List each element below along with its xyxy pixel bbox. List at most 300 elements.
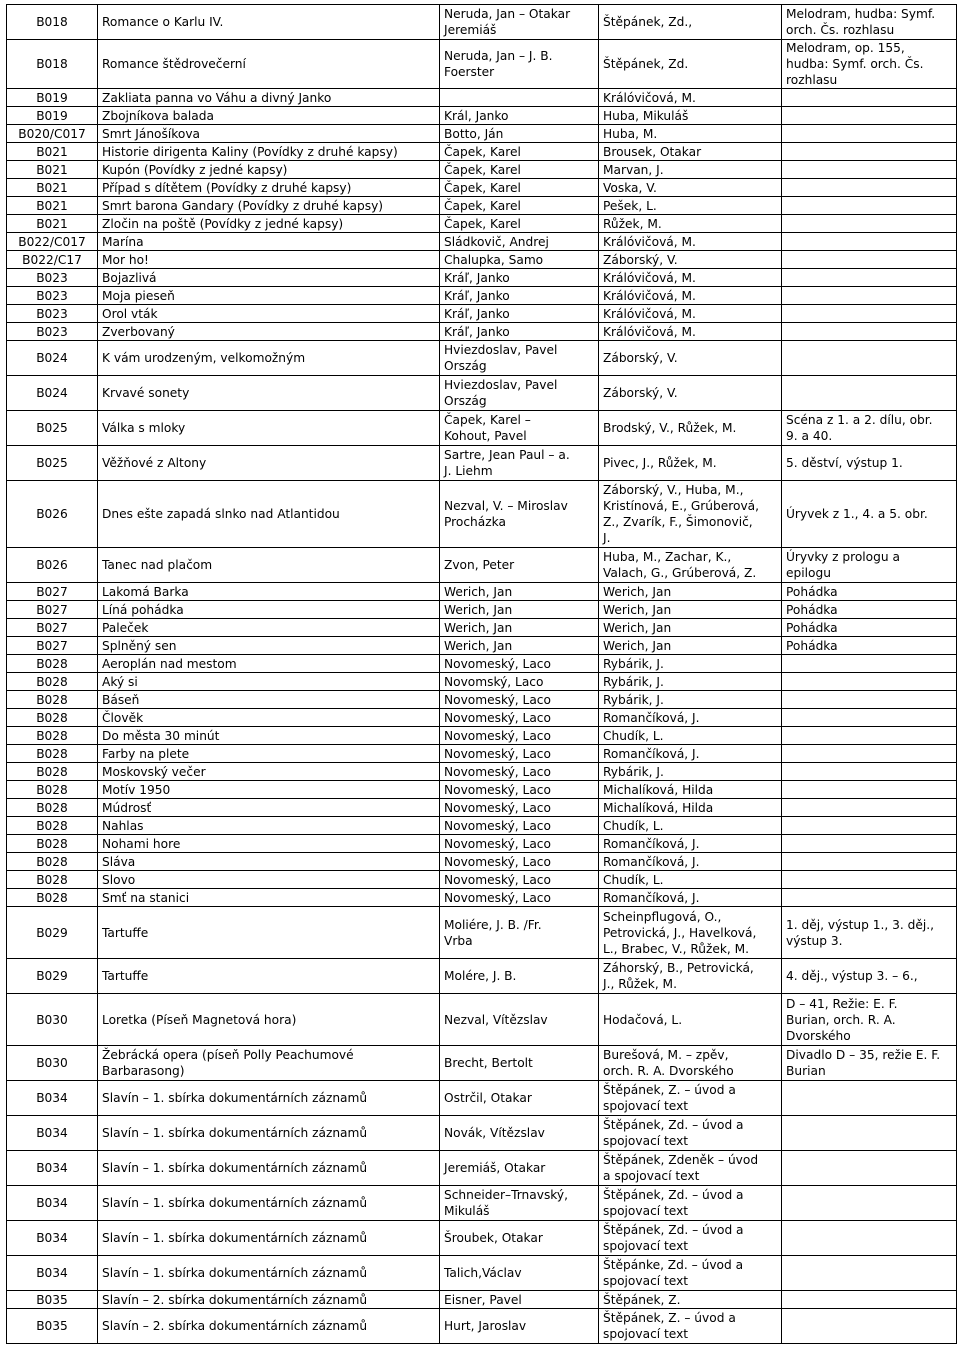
performer-cell: Štěpánek, Zd. – úvod a spojovací text [599, 1116, 782, 1151]
author-cell: Čapek, Karel [440, 215, 599, 233]
note-cell [782, 835, 957, 853]
performer-cell: Štěpánke, Zd. – úvod a spojovací text [599, 1256, 782, 1291]
note-cell [782, 251, 957, 269]
catalog-code-cell: B022/C017 [7, 233, 98, 251]
author-cell: Novák, Vítězslav [440, 1116, 599, 1151]
catalog-code-cell: B027 [7, 619, 98, 637]
title-cell: K vám urodzeným, velkomožným [98, 341, 440, 376]
author-cell: Novomeský, Laco [440, 763, 599, 781]
note-cell [782, 745, 957, 763]
author-cell: Kráľ, Janko [440, 269, 599, 287]
note-cell [782, 889, 957, 907]
table-row [7, 233, 957, 251]
performer-cell: Brodský, V., Růžek, M. [599, 411, 782, 446]
note-cell: Scéna z 1. a 2. dílu, obr. 9. a 40. [782, 411, 957, 446]
author-cell: Novomeský, Laco [440, 727, 599, 745]
note-cell: D – 41, Režie: E. F. Burian, orch. R. A. Dvorského [782, 994, 957, 1046]
author-cell: Novomeský, Laco [440, 709, 599, 727]
performer-cell: Chudík, L. [599, 817, 782, 835]
catalog-code-cell: B028 [7, 871, 98, 889]
table-row [7, 323, 957, 341]
title-cell: Slavín – 1. sbírka dokumentárních záznamů [98, 1151, 440, 1186]
table-row [7, 1309, 957, 1344]
performer-cell: Králóvičová, M. [599, 89, 782, 107]
catalog-code-cell: B028 [7, 727, 98, 745]
catalog-code-cell: B028 [7, 817, 98, 835]
performer-cell: Záborský, V., Huba, M., Kristínová, E., Grúberová, Z., Zvarík, F., Šimonovič, J. [599, 481, 782, 548]
table-row [7, 269, 957, 287]
catalog-code-cell: B028 [7, 745, 98, 763]
table-row [7, 745, 957, 763]
catalog-code-cell: B028 [7, 655, 98, 673]
title-cell: Zbojníkova balada [98, 107, 440, 125]
performer-cell: Brousek, Otakar [599, 143, 782, 161]
performer-cell: Chudík, L. [599, 727, 782, 745]
catalog-code-cell: B021 [7, 161, 98, 179]
table-row [7, 691, 957, 709]
title-cell: Věžňové z Altony [98, 446, 440, 481]
title-cell: Slavín – 1. sbírka dokumentárních záznamů [98, 1256, 440, 1291]
performer-cell: Werich, Jan [599, 637, 782, 655]
performer-cell: Chudík, L. [599, 871, 782, 889]
title-cell: Sláva [98, 853, 440, 871]
table-row [7, 619, 957, 637]
note-cell [782, 143, 957, 161]
author-cell: Molére, J. B. [440, 959, 599, 994]
performer-cell: Štěpánek, Zd. [599, 40, 782, 89]
performer-cell: Štěpánek, Z. – úvod a spojovací text [599, 1309, 782, 1344]
table-row [7, 709, 957, 727]
catalog-code-cell: B029 [7, 907, 98, 959]
title-cell: Moja pieseň [98, 287, 440, 305]
catalog-code-cell: B030 [7, 994, 98, 1046]
table-row [7, 251, 957, 269]
note-cell [782, 269, 957, 287]
note-cell [782, 799, 957, 817]
table-row [7, 655, 957, 673]
author-cell: Novomeský, Laco [440, 799, 599, 817]
table-row [7, 889, 957, 907]
table-row [7, 1151, 957, 1186]
note-cell [782, 233, 957, 251]
catalog-code-cell: B024 [7, 376, 98, 411]
note-cell [782, 817, 957, 835]
title-cell: Aeroplán nad mestom [98, 655, 440, 673]
table-row [7, 781, 957, 799]
catalog-code-cell: B028 [7, 889, 98, 907]
note-cell [782, 215, 957, 233]
performer-cell: Záborský, V. [599, 341, 782, 376]
performer-cell: Romančíková, J. [599, 835, 782, 853]
author-cell: Novomeský, Laco [440, 871, 599, 889]
author-cell: Nezval, Vítězslav [440, 994, 599, 1046]
performer-cell: Romančíková, J. [599, 889, 782, 907]
performer-cell: Burešová, M. – zpěv, orch. R. A. Dvorského [599, 1046, 782, 1081]
note-cell: Pohádka [782, 601, 957, 619]
performer-cell: Romančíková, J. [599, 853, 782, 871]
table-row [7, 40, 957, 89]
title-cell: Žebrácká opera (píseň Polly Peachumové Barbarasong) [98, 1046, 440, 1081]
performer-cell: Pešek, L. [599, 197, 782, 215]
author-cell: Novomeský, Laco [440, 691, 599, 709]
performer-cell: Werich, Jan [599, 601, 782, 619]
performer-cell: Michalíková, Hilda [599, 799, 782, 817]
author-cell: Werich, Jan [440, 637, 599, 655]
performer-cell: Záhorský, B., Petrovická, J., Růžek, M. [599, 959, 782, 994]
note-cell [782, 871, 957, 889]
title-cell: Slavín – 1. sbírka dokumentárních záznamů [98, 1081, 440, 1116]
table-row [7, 376, 957, 411]
performer-cell: Pivec, J., Růžek, M. [599, 446, 782, 481]
note-cell [782, 655, 957, 673]
note-cell [782, 1309, 957, 1344]
catalog-code-cell: B028 [7, 835, 98, 853]
note-cell [782, 197, 957, 215]
author-cell: Čapek, Karel [440, 197, 599, 215]
performer-cell: Záborský, V. [599, 376, 782, 411]
note-cell [782, 107, 957, 125]
table-row [7, 411, 957, 446]
note-cell [782, 1081, 957, 1116]
performer-cell: Záborský, V. [599, 251, 782, 269]
table-row [7, 89, 957, 107]
author-cell: Kráľ, Janko [440, 323, 599, 341]
author-cell: Novomeský, Laco [440, 745, 599, 763]
catalog-code-cell: B022/C17 [7, 251, 98, 269]
table-row [7, 853, 957, 871]
note-cell: Divadlo D – 35, režie E. F. Burian [782, 1046, 957, 1081]
author-cell: Talich,Václav [440, 1256, 599, 1291]
note-cell [782, 125, 957, 143]
table-row [7, 727, 957, 745]
author-cell: Hviezdoslav, Pavel Ország [440, 341, 599, 376]
performer-cell: Werich, Jan [599, 619, 782, 637]
title-cell: Smrt barona Gandary (Povídky z druhé kapsy) [98, 197, 440, 215]
table-row [7, 305, 957, 323]
table-row [7, 179, 957, 197]
title-cell: Kupón (Povídky z jedné kapsy) [98, 161, 440, 179]
catalog-code-cell: B028 [7, 709, 98, 727]
note-cell: Úryvky z prologu a epilogu [782, 548, 957, 583]
author-cell: Werich, Jan [440, 619, 599, 637]
performer-cell: Marvan, J. [599, 161, 782, 179]
note-cell: Pohádka [782, 637, 957, 655]
author-cell: Novomeský, Laco [440, 889, 599, 907]
table-row [7, 763, 957, 781]
title-cell: Líná pohádka [98, 601, 440, 619]
title-cell: Aký si [98, 673, 440, 691]
catalog-code-cell: B034 [7, 1116, 98, 1151]
table-row [7, 1116, 957, 1151]
author-cell: Kráľ, Janko [440, 287, 599, 305]
note-cell [782, 1151, 957, 1186]
title-cell: Zakliata panna vo Váhu a divný Janko [98, 89, 440, 107]
title-cell: Splněný sen [98, 637, 440, 655]
table-row [7, 5, 957, 40]
catalog-code-cell: B025 [7, 411, 98, 446]
title-cell: Slovo [98, 871, 440, 889]
table-row [7, 1256, 957, 1291]
note-cell: 5. děství, výstup 1. [782, 446, 957, 481]
note-cell: 4. děj., výstup 3. – 6., [782, 959, 957, 994]
performer-cell: Růžek, M. [599, 215, 782, 233]
author-cell: Král, Janko [440, 107, 599, 125]
performer-cell: Králóvičová, M. [599, 323, 782, 341]
table-row [7, 907, 957, 959]
performer-cell: Štěpánek, Zd. – úvod a spojovací text [599, 1221, 782, 1256]
author-cell: Chalupka, Samo [440, 251, 599, 269]
performer-cell: Štěpánek, Z. [599, 1291, 782, 1309]
catalog-code-cell: B023 [7, 305, 98, 323]
catalog-code-cell: B021 [7, 143, 98, 161]
performer-cell: Scheinpflugová, O., Petrovická, J., Havelková, L., Brabec, V., Růžek, M. [599, 907, 782, 959]
title-cell: Farby na plete [98, 745, 440, 763]
catalog-code-cell: B028 [7, 853, 98, 871]
table-row [7, 871, 957, 889]
catalog-code-cell: B021 [7, 215, 98, 233]
note-cell: 1. děj, výstup 1., 3. děj., výstup 3. [782, 907, 957, 959]
title-cell: Báseň [98, 691, 440, 709]
catalog-code-cell: B035 [7, 1309, 98, 1344]
performer-cell: Štěpánek, Zd. – úvod a spojovací text [599, 1186, 782, 1221]
table-row [7, 215, 957, 233]
table-row [7, 817, 957, 835]
catalog-code-cell: B027 [7, 637, 98, 655]
title-cell: Krvavé sonety [98, 376, 440, 411]
table-row [7, 1291, 957, 1309]
title-cell: Smrt Jánošíkova [98, 125, 440, 143]
author-cell: Neruda, Jan – J. B. Foerster [440, 40, 599, 89]
performer-cell: Králóvičová, M. [599, 305, 782, 323]
table-row [7, 1081, 957, 1116]
performer-cell: Voska, V. [599, 179, 782, 197]
author-cell: Eisner, Pavel [440, 1291, 599, 1309]
catalog-code-cell: B027 [7, 601, 98, 619]
title-cell: Slavín – 2. sbírka dokumentárních záznamů [98, 1309, 440, 1344]
title-cell: Lakomá Barka [98, 583, 440, 601]
author-cell: Ostrčil, Otakar [440, 1081, 599, 1116]
title-cell: Moskovský večer [98, 763, 440, 781]
catalog-code-cell: B023 [7, 269, 98, 287]
performer-cell: Romančíková, J. [599, 709, 782, 727]
performer-cell: Králóvičová, M. [599, 269, 782, 287]
catalog-code-cell: B035 [7, 1291, 98, 1309]
catalog-code-cell: B023 [7, 323, 98, 341]
note-cell [782, 1186, 957, 1221]
table-row [7, 548, 957, 583]
performer-cell: Štěpánek, Zdeněk – úvod a spojovací text [599, 1151, 782, 1186]
title-cell: Slavín – 1. sbírka dokumentárních záznamů [98, 1186, 440, 1221]
performer-cell: Rybárik, J. [599, 655, 782, 673]
author-cell: Novomeský, Laco [440, 781, 599, 799]
catalog-code-cell: B021 [7, 179, 98, 197]
author-cell: Nezval, V. – Miroslav Procházka [440, 481, 599, 548]
catalog-code-cell: B018 [7, 40, 98, 89]
note-cell [782, 287, 957, 305]
title-cell: Válka s mloky [98, 411, 440, 446]
performer-cell: Rybárik, J. [599, 763, 782, 781]
author-cell: Hurt, Jaroslav [440, 1309, 599, 1344]
author-cell: Schneider–Trnavský, Mikuláš [440, 1186, 599, 1221]
author-cell: Novomeský, Laco [440, 817, 599, 835]
catalog-code-cell: B034 [7, 1186, 98, 1221]
table-row [7, 583, 957, 601]
note-cell [782, 853, 957, 871]
title-cell: Nahlas [98, 817, 440, 835]
author-cell: Hviezdoslav, Pavel Ország [440, 376, 599, 411]
title-cell: Bojazlivá [98, 269, 440, 287]
note-cell [782, 179, 957, 197]
performer-cell: Huba, Mikuláš [599, 107, 782, 125]
author-cell: Novomeský, Laco [440, 853, 599, 871]
author-cell: Neruda, Jan – Otakar Jeremiáš [440, 5, 599, 40]
catalog-code-cell: B027 [7, 583, 98, 601]
note-cell [782, 673, 957, 691]
author-cell: Novomský, Laco [440, 673, 599, 691]
author-cell: Novomeský, Laco [440, 835, 599, 853]
performer-cell: Rybárik, J. [599, 673, 782, 691]
table-row [7, 799, 957, 817]
note-cell: Pohádka [782, 583, 957, 601]
title-cell: Mor ho! [98, 251, 440, 269]
table-row [7, 1221, 957, 1256]
author-cell: Botto, Ján [440, 125, 599, 143]
catalog-code-cell: B019 [7, 89, 98, 107]
note-cell: Melodram, op. 155, hudba: Symf. orch. Čs. rozhlasu [782, 40, 957, 89]
title-cell: Smť na stanici [98, 889, 440, 907]
title-cell: Motív 1950 [98, 781, 440, 799]
author-cell: Brecht, Bertolt [440, 1046, 599, 1081]
note-cell: Melodram, hudba: Symf. orch. Čs. rozhlasu [782, 5, 957, 40]
author-cell: Moliére, J. B. /Fr. Vrba [440, 907, 599, 959]
author-cell: Sládkovič, Andrej [440, 233, 599, 251]
table-row [7, 107, 957, 125]
author-cell: Zvon, Peter [440, 548, 599, 583]
table-row [7, 197, 957, 215]
title-cell: Zverbovaný [98, 323, 440, 341]
catalog-code-cell: B026 [7, 548, 98, 583]
table-row [7, 637, 957, 655]
catalog-code-cell: B034 [7, 1221, 98, 1256]
table-row [7, 143, 957, 161]
title-cell: Romance štědrovečerní [98, 40, 440, 89]
note-cell: Pohádka [782, 619, 957, 637]
author-cell: Čapek, Karel – Kohout, Pavel [440, 411, 599, 446]
performer-cell: Werich, Jan [599, 583, 782, 601]
title-cell: Paleček [98, 619, 440, 637]
author-cell: Čapek, Karel [440, 143, 599, 161]
performer-cell: Rybárik, J. [599, 691, 782, 709]
catalog-code-cell: B034 [7, 1081, 98, 1116]
table-row [7, 959, 957, 994]
title-cell: Nohami hore [98, 835, 440, 853]
note-cell [782, 376, 957, 411]
catalog-code-cell: B025 [7, 446, 98, 481]
table-row [7, 446, 957, 481]
note-cell [782, 763, 957, 781]
title-cell: Slavín – 2. sbírka dokumentárních záznamů [98, 1291, 440, 1309]
note-cell [782, 323, 957, 341]
table-row [7, 1186, 957, 1221]
note-cell [782, 727, 957, 745]
catalog-table-body [7, 5, 957, 1344]
performer-cell: Michalíková, Hilda [599, 781, 782, 799]
note-cell [782, 1221, 957, 1256]
note-cell [782, 161, 957, 179]
author-cell: Sartre, Jean Paul – a. J. Liehm [440, 446, 599, 481]
title-cell: Slavín – 1. sbírka dokumentárních záznamů [98, 1221, 440, 1256]
title-cell: Dnes ešte zapadá slnko nad Atlantidou [98, 481, 440, 548]
author-cell [440, 89, 599, 107]
title-cell: Do města 30 minút [98, 727, 440, 745]
catalog-code-cell: B028 [7, 691, 98, 709]
title-cell: Múdrosť [98, 799, 440, 817]
note-cell [782, 341, 957, 376]
table-row [7, 1046, 957, 1081]
catalog-code-cell: B028 [7, 799, 98, 817]
catalog-code-cell: B028 [7, 763, 98, 781]
author-cell: Šroubek, Otakar [440, 1221, 599, 1256]
catalog-code-cell: B021 [7, 197, 98, 215]
performer-cell: Hodačová, L. [599, 994, 782, 1046]
performer-cell: Huba, M., Zachar, K., Valach, G., Grúberová, Z. [599, 548, 782, 583]
author-cell: Werich, Jan [440, 583, 599, 601]
table-row [7, 673, 957, 691]
performer-cell: Králóvičová, M. [599, 233, 782, 251]
title-cell: Zločin na poště (Povídky z jedné kapsy) [98, 215, 440, 233]
catalog-code-cell: B029 [7, 959, 98, 994]
performer-cell: Štěpánek, Z. – úvod a spojovací text [599, 1081, 782, 1116]
catalog-code-cell: B030 [7, 1046, 98, 1081]
catalog-code-cell: B026 [7, 481, 98, 548]
table-row [7, 994, 957, 1046]
author-cell: Werich, Jan [440, 601, 599, 619]
note-cell [782, 89, 957, 107]
performer-cell: Králóvičová, M. [599, 287, 782, 305]
catalog-code-cell: B023 [7, 287, 98, 305]
catalog-code-cell: B018 [7, 5, 98, 40]
title-cell: Tartuffe [98, 907, 440, 959]
title-cell: Tanec nad plačom [98, 548, 440, 583]
catalog-code-cell: B019 [7, 107, 98, 125]
catalog-code-cell: B034 [7, 1151, 98, 1186]
note-cell [782, 691, 957, 709]
author-cell: Novomeský, Laco [440, 655, 599, 673]
catalog-table [6, 4, 957, 1344]
author-cell: Kráľ, Janko [440, 305, 599, 323]
note-cell [782, 1291, 957, 1309]
title-cell: Marína [98, 233, 440, 251]
title-cell: Človĕk [98, 709, 440, 727]
performer-cell: Štěpánek, Zd., [599, 5, 782, 40]
note-cell [782, 1116, 957, 1151]
author-cell: Jeremiáš, Otakar [440, 1151, 599, 1186]
title-cell: Historie dirigenta Kaliny (Povídky z druhé kapsy) [98, 143, 440, 161]
title-cell: Loretka (Píseň Magnetová hora) [98, 994, 440, 1046]
title-cell: Tartuffe [98, 959, 440, 994]
catalog-code-cell: B034 [7, 1256, 98, 1291]
catalog-code-cell: B020/C017 [7, 125, 98, 143]
note-cell [782, 781, 957, 799]
author-cell: Čapek, Karel [440, 179, 599, 197]
title-cell: Romance o Karlu IV. [98, 5, 440, 40]
performer-cell: Huba, M. [599, 125, 782, 143]
note-cell [782, 709, 957, 727]
table-row [7, 835, 957, 853]
table-row [7, 601, 957, 619]
note-cell [782, 305, 957, 323]
note-cell: Úryvek z 1., 4. a 5. obr. [782, 481, 957, 548]
